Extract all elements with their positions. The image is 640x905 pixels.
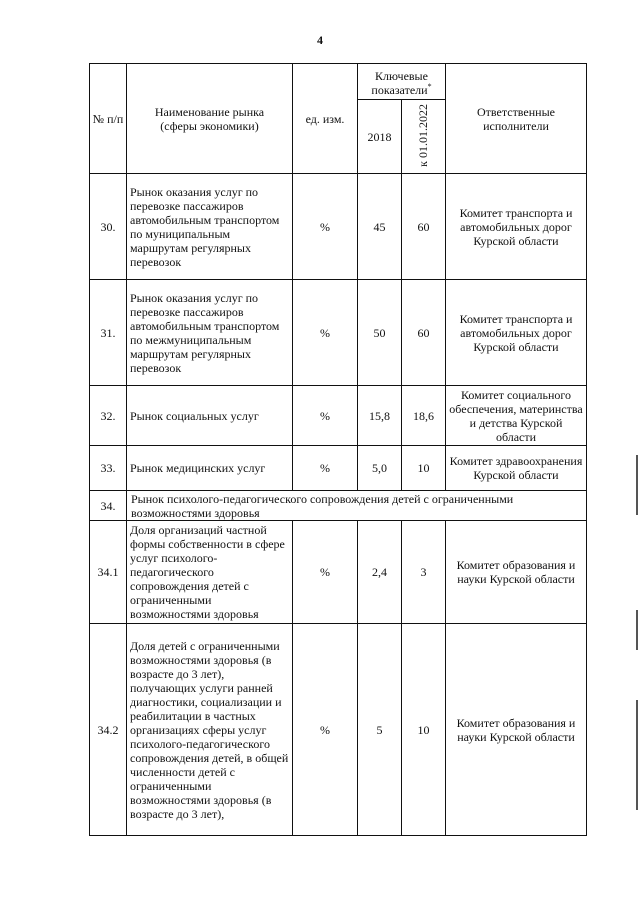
page-number: 4 [317,33,323,47]
header-num: № п/п [90,64,127,174]
row-value-2022: 60 [402,280,446,386]
row-value-2018: 5,0 [358,446,402,491]
header-unit: ед. изм. [293,64,358,174]
row-responsible: Комитет транспорта и автомобильных дорог Курской области [446,280,587,386]
row-num: 32. [90,386,127,446]
key-indicators-table [89,63,587,836]
header-name: Наименование рынка (сферы экономики) [127,64,293,174]
row-name: Доля детей с ограниченными возможностями здоровья (в возрасте до 3 лет), получающих услуги ранней диагностики, социализации и реабилитации в частных организациях сферы услуг психолого-педагогического сопровождения детей, в общей численности детей с ограниченными возможностями здоровья (в возрасте до 3 лет), [127,624,293,836]
section-num: 34. [90,491,127,521]
row-name: Доля организаций частной формы собственности в сфере услуг психолого-педагогического сопровождения детей с ограниченными возможностями здоровья [127,521,293,624]
row-value-2018: 5 [358,624,402,836]
row-unit: % [293,521,358,624]
header-responsible: Ответственные исполнители [446,64,587,174]
scan-edge-mark [636,610,638,650]
row-num: 34.2 [90,624,127,836]
row-value-2018: 15,8 [358,386,402,446]
header-year-2018: 2018 [358,100,402,174]
row-responsible: Комитет образования и науки Курской области [446,624,587,836]
row-num: 30. [90,174,127,280]
table-row [90,280,587,386]
header-key-label: Ключевые показатели [371,69,428,97]
row-unit: % [293,386,358,446]
table-header-row [90,64,587,100]
row-responsible: Комитет образования и науки Курской области [446,521,587,624]
row-unit: % [293,174,358,280]
row-num: 31. [90,280,127,386]
row-name: Рынок оказания услуг по перевозке пассажиров автомобильным транспортом по муниципальным маршрутам регулярных перевозок [127,174,293,280]
header-year-2022 [402,100,446,174]
row-value-2022: 10 [402,446,446,491]
row-value-2022: 60 [402,174,446,280]
scan-edge-mark [636,700,638,810]
table-row [90,521,587,624]
row-responsible: Комитет транспорта и автомобильных дорог Курской области [446,174,587,280]
table-row [90,624,587,836]
table-row [90,446,587,491]
row-unit: % [293,446,358,491]
section-name: Рынок психолого-педагогического сопровождения детей с ограниченными возможностями здоровья [127,491,587,521]
row-name: Рынок социальных услуг [127,386,293,446]
header-year-2022-label: к 01.01.2022 [416,103,430,167]
header-key-indicators [358,64,446,100]
row-unit: % [293,280,358,386]
row-value-2022: 18,6 [402,386,446,446]
table-row [90,174,587,280]
row-num: 34.1 [90,521,127,624]
table-row [90,386,587,446]
footnote-mark: * [427,82,432,91]
row-value-2018: 50 [358,280,402,386]
row-value-2018: 2,4 [358,521,402,624]
row-name: Рынок оказания услуг по перевозке пассажиров автомобильным транспортом по межмуниципальным маршрутам регулярных перевозок [127,280,293,386]
row-name: Рынок медицинских услуг [127,446,293,491]
row-value-2022: 10 [402,624,446,836]
row-responsible: Комитет социального обеспечения, материнства и детства Курской области [446,386,587,446]
row-responsible: Комитет здравоохранения Курской области [446,446,587,491]
table-section-row [90,491,587,521]
row-value-2022: 3 [402,521,446,624]
row-unit: % [293,624,358,836]
row-value-2018: 45 [358,174,402,280]
row-num: 33. [90,446,127,491]
scan-edge-mark [636,455,638,515]
